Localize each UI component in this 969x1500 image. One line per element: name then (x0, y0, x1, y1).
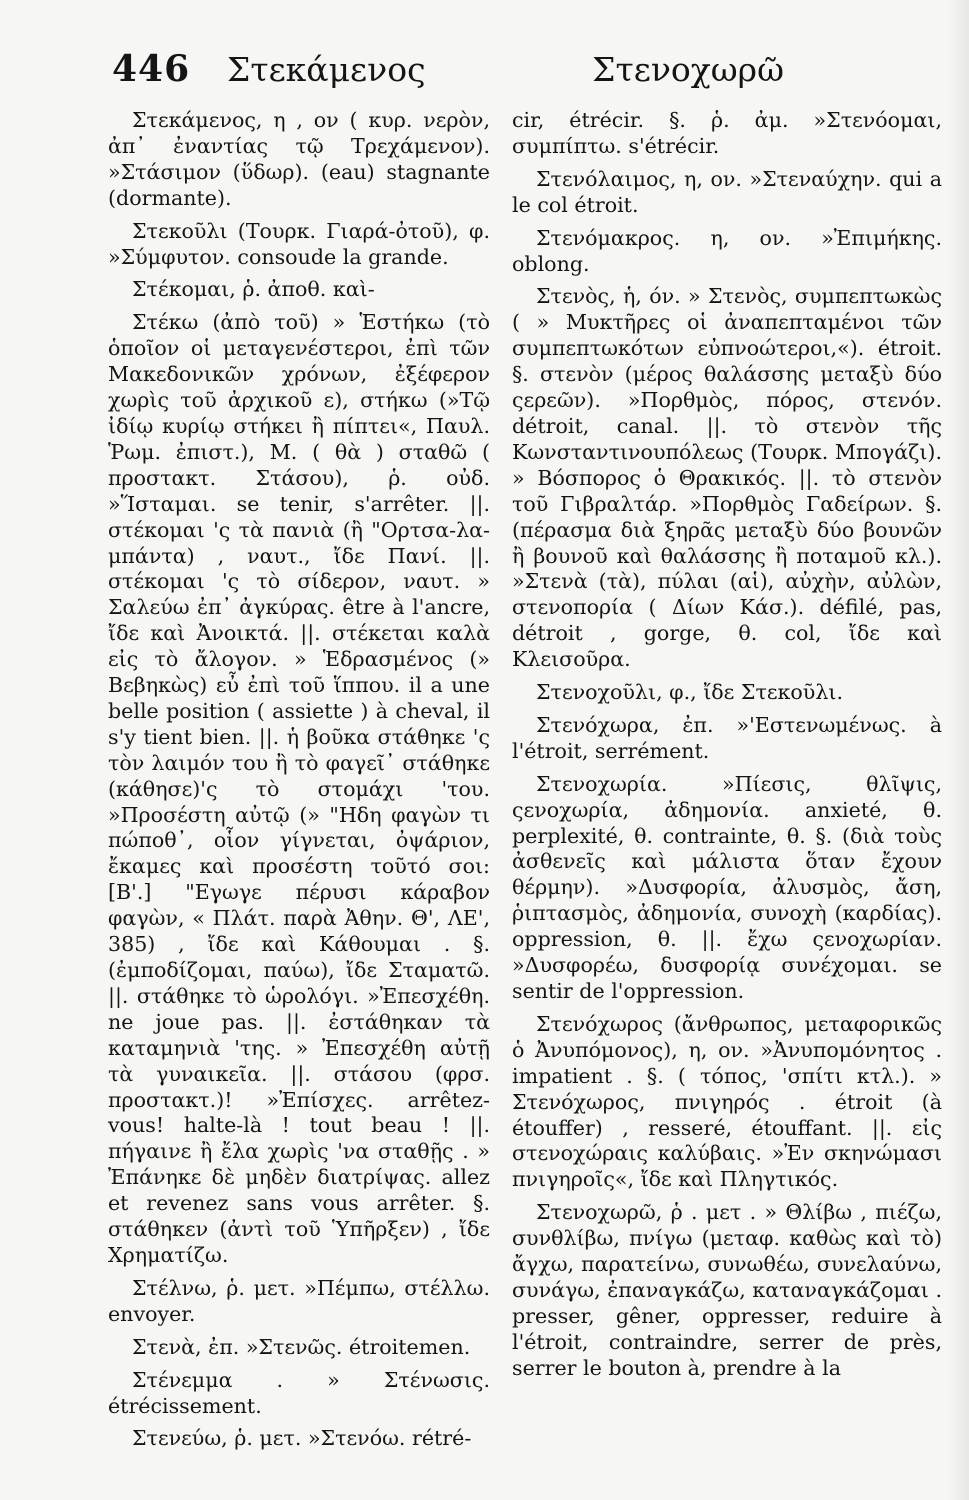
entry-stenochouli: Στενοχοῦλι, φ., ἴδε Στεκοῦλι. (536, 680, 843, 705)
entry-stelno: Στέλνω, ῥ. μετ. »Πέμπω, στέλλω. envoyer. (108, 1275, 490, 1326)
header-right-guide-word: Στενοχωρῶ (592, 50, 784, 89)
entry-stena: Στενὰ, ἐπ. »Στενῶς. étroitemen. (132, 1334, 471, 1359)
entry-stenochoros: Στενόχωρος (ἄνθρωπος, μεταφορικῶς ὁ Ἀνυπόμονος), η, ον. »Ἀνυπομόνητος . impatient . §. ( τόπος, 'σπίτι κτλ.). » Στενόχωρος, πνιγηρός . étroit (à étouffer) , resseré, étouffant. ||. εἰς στενοχώραις καλύβαις. »Ἐν σκηνώμασι πνιγηροῖς«, ἴδε καὶ Πληγτικός. (512, 1011, 942, 1192)
left-column (108, 108, 490, 1459)
entry-stenemma: Στένεμμα . » Στένωσις. étrécissement. (108, 1367, 490, 1418)
page-number: 446 (112, 48, 191, 90)
entry-stenevo: Στενεύω, ῥ. μετ. »Στενόω. rétré- (132, 1426, 472, 1451)
entry-steko: Στέκω (ἀπὸ τοῦ) » Ἑστήκω (τὸ ὁποῖον οἱ μεταγενέστεροι, ἐπὶ τῶν Μακεδονικῶν χρόνων, ἐξέφερον χωρὶς τοῦ ἀρχικοῦ ε), στήκω (»Τῷ ἰδίῳ κυρίῳ στήκει ἢ πίπτει«, Παυλ. Ῥωμ. ἐπιστ.), Μ. ( θὰ ) σταθῶ ( προστακτ. Στάσου), ῥ. οὐδ. »Ἵσταμαι. se tenir, s'arrêter. ||. στέκομαι 'ς τὰ πανιὰ (ἢ "Ορτσα-λα-μπάντα) , ναυτ., ἴδε Πανί. ||. στέκομαι 'ς τὸ σίδερον, ναυτ. » Σαλεύω ἐπ᾽ ἀγκύρας. être à l'ancre, ἴδε καὶ Ἀνοικτά. ||. στέκεται καλὰ εἰς τὸ ἄλογον. » Ἑδρασμένος (» Βεβηκὼς) εὖ ἐπὶ τοῦ ἵππου. il a une belle position ( assiette ) à cheval, il s'y tient bien. ||. ἡ βοῦκα στάθηκε 'ς τὸν λαιμόν του ἢ τὸ φαγεῖ᾽ στάθηκε (κάθησε)'ς τὸ στομάχι 'του. »Προσέστη αὐτῷ (» "Ηδη φαγὼν τι πώποθ᾽, οἷον γίγνεται, ὀψάριον, ἔκαμες καὶ προσέστη τοῦτό σοι: [Β'.] "Εγωγε πέρυσι κάραβον φαγὼν, « Πλάτ. παρὰ Ἀθην. Θ', ΛΕ', 385) , ἴδε καὶ Κάθουμαι . §. (ἐμποδίζομαι, παύω), ἴδε Σταματῶ. ||. στάθηκε τὸ ὡρολόγι. »Ἐπεσχέθη. ne joue pas. ||. ἐστάθηκαν τὰ καταμηνιὰ 'της. » Ἐπεσχέθη αὐτῇ τὰ γυναικεῖα. ||. στάσου (φρσ. προστακτ.)! »Ἐπίσχες. arrêtez-vous! halte-là ! tout beau ! ||. πήγαινε ἢ ἔλα χωρὶς 'να σταθῇς . » Ἐπάνηκε δὲ μηδὲν διατρίψας. allez et revenez sans vous arrêter. §. στάθηκεν (ἀντὶ τοῦ Ὑπῆρξεν) , ἴδε Χρηματίζω. (108, 310, 490, 1267)
entry-stenevo-continued: cir, étrécir. §. ῥ. ἀμ. »Στενόομαι, συμπίπτω. s'étrécir. (512, 108, 942, 158)
entry-stekamenos: Στεκάμενος, η , ον ( κυρ. νερὸν, ἀπ᾽ ἐναντίας τῷ Τρεχάμενον). »Στάσιμον (ὕδωρ). (eau) stagnante (dormante). (108, 108, 490, 210)
entry-stekomai: Στέκομαι, ῥ. ἀποθ. καὶ- (132, 277, 375, 302)
entry-stenochoro: Στενοχωρῶ, ῥ . μετ . » Θλίβω , πιέζω, συνθλίβω, πνίγω (μεταφ. καθὼς καὶ τὸ) ἄγχω, παρατείνω, συνωθέω, συνελαύνω, συνάγω, ἐπαναγκάζω, καταναγκάζομαι . presser, gêner, oppresser, reduire à l'étroit, contraindre, serrer de près, serrer le bouton à, prendre à la (512, 1200, 942, 1380)
right-column (512, 108, 942, 1389)
entry-stekouli: Στεκοῦλι (Τουρκ. Γιαρά-ὀτοῦ), φ. »Σύμφυτον. consoude la grande. (108, 218, 490, 269)
entry-stenomakros: Στενόμακρος. η, ον. »Ἐπιμήκης. oblong. (512, 225, 942, 276)
entry-stenolaimos: Στενόλαιμος, η, ον. »Στεναύχην. qui a le col étroit. (512, 166, 942, 217)
entry-stenochoria: Στενοχωρία. »Πίεσις, θλῖψις, ςενοχωρία, ἀδημονία. anxieté, θ. perplexité, θ. contrainte, θ. §. (διὰ τοὺς ἀσθενεῖς καὶ μάλιστα ὅταν ἔχουν θέρμην). »Δυσφορία, ἀλυσμὸς, ἄση, ῥιπτασμὸς, ἀδημονία, συνοχὴ (καρδίας). oppression, θ. ||. ἔχω ςενοχωρίαν. »Δυσφορέω, δυσφορίᾳ συνέχομαι. se sentir de l'oppression. (512, 771, 942, 1003)
entry-stenos: Στενὸς, ἡ, όν. » Στενὸς, συμπεπτωκὼς ( » Μυκτῆρες οἱ ἀναπεπταμένοι τῶν συμπεπτωκότων εὐπνοώτεροι,«). étroit. §. στενὸν (μέρος θαλάσσης μεταξὺ δύο ςερεῶν). »Πορθμὸς, πόρος, στενόν. détroit, canal. ||. τὸ στενὸν τῆς Κωνσταντινουπόλεως (Τουρκ. Μπογάζι). » Βόσπορος ὁ Θρακικός. ||. τὸ στενὸν τοῦ Γιβραλτάρ. »Πορθμὸς Γαδείρων. §. (πέρασμα διὰ ξηρᾶς μεταξὺ δύο βουνῶν ἢ βουνοῦ καὶ θαλάσσης ἢ ποταμοῦ κλ.). »Στενὰ (τὰ), πύλαι (αἱ), αὐχὴν, αὐλὼν, στενοπορία ( Δίων Κάσ.). défilé, pas, détroit , gorge, θ. col, ἴδε καὶ Κλεισοῦρα. (512, 284, 942, 672)
running-header (112, 48, 784, 98)
header-left-guide-word: Στεκάμενος (227, 50, 426, 89)
entry-stenochora: Στενόχωρα, ἐπ. »'Εστενωμένως. à l'étroit, serrément. (512, 712, 942, 763)
facing-page-edge (947, 0, 969, 1500)
